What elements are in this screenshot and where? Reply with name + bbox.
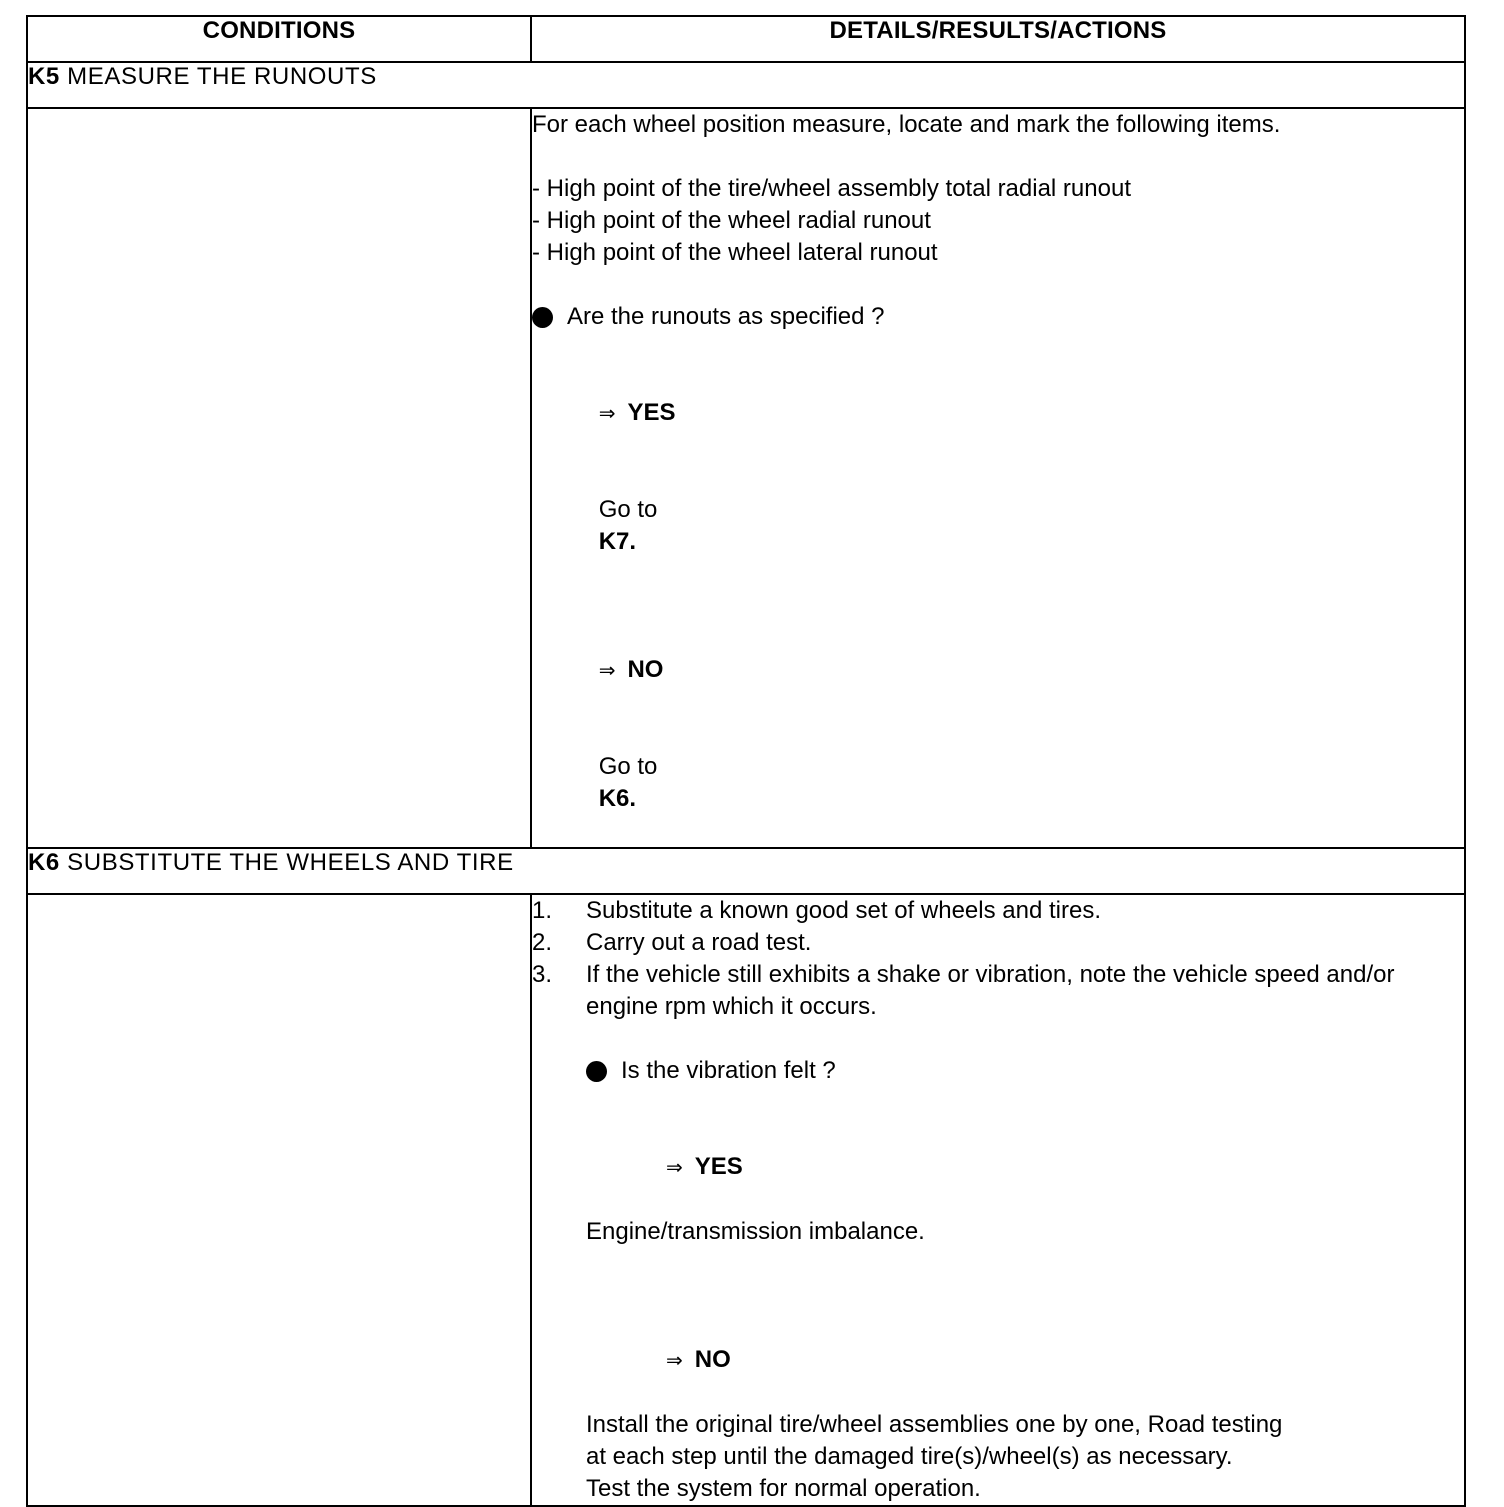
bullet-dot-icon xyxy=(586,1061,607,1082)
k6-no-label: NO xyxy=(694,1346,731,1373)
diagnostic-procedure-table xyxy=(26,15,1466,1507)
k5-yes-action-target: K7. xyxy=(598,528,637,555)
k5-no-action-prefix: Go to xyxy=(598,753,658,780)
k6-question-line xyxy=(586,1055,1464,1087)
k5-no-action xyxy=(532,719,1464,847)
k5-details-cell xyxy=(531,108,1465,848)
k6-step-text: Substitute a known good set of wheels and tires. xyxy=(586,897,1101,924)
k6-title: SUBSTITUTE THE WHEELS AND TIRE xyxy=(67,849,514,876)
k6-title-row xyxy=(27,848,1465,894)
right-arrow-icon: ⇒ xyxy=(598,403,616,425)
right-arrow-icon: ⇒ xyxy=(666,1350,683,1372)
k5-details-row xyxy=(27,108,1465,848)
k6-no-line xyxy=(586,1312,1464,1409)
k6-step-number: 1. xyxy=(532,897,553,924)
k5-title: MEASURE THE RUNOUTS xyxy=(67,63,377,90)
k6-details-cell xyxy=(531,894,1465,1506)
details-header: DETAILS/RESULTS/ACTIONS xyxy=(531,16,1465,62)
k5-intro: For each wheel position measure, locate and mark the following items. xyxy=(532,111,1281,138)
k6-step xyxy=(532,895,1464,927)
k6-steps-list xyxy=(532,895,1464,1023)
k5-yes-line xyxy=(532,365,1464,462)
k6-yes-action: Engine/transmission imbalance. xyxy=(586,1218,925,1245)
k6-conditions-cell xyxy=(27,894,531,1506)
k6-result-block xyxy=(586,1023,1464,1505)
right-arrow-icon: ⇒ xyxy=(598,660,616,682)
k5-conditions-cell xyxy=(27,108,531,848)
k5-item: - High point of the wheel lateral runout xyxy=(532,239,938,266)
k6-no-action-line: Test the system for normal operation. xyxy=(586,1475,981,1502)
k5-no-label: NO xyxy=(627,656,664,683)
k5-no-action-target: K6. xyxy=(598,785,637,812)
k5-no-line xyxy=(532,622,1464,719)
bullet-dot-icon xyxy=(532,307,553,328)
k5-yes-action-prefix: Go to xyxy=(598,496,658,523)
k6-no-action-line: Install the original tire/wheel assemblies one by one, Road testing xyxy=(586,1411,1283,1438)
k5-title-cell xyxy=(27,62,1465,108)
k6-step xyxy=(532,959,1464,1023)
k5-question-line xyxy=(532,301,1464,333)
k6-step xyxy=(532,927,1464,959)
k6-code: K6 xyxy=(28,849,60,876)
k5-question: Are the runouts as specified ? xyxy=(567,303,885,330)
k6-step-number: 3. xyxy=(532,961,553,988)
k6-yes-line xyxy=(586,1119,1464,1216)
k6-step-text: Carry out a road test. xyxy=(586,929,812,956)
k6-details-row xyxy=(27,894,1465,1506)
k6-yes-label: YES xyxy=(694,1153,743,1180)
k5-yes-action xyxy=(532,462,1464,590)
k5-code: K5 xyxy=(28,63,60,90)
k5-item: - High point of the wheel radial runout xyxy=(532,207,931,234)
k6-step-text: If the vehicle still exhibits a shake or vibration, note the vehicle speed and/or engine rpm which it occurs. xyxy=(586,961,1395,1020)
k6-title-cell xyxy=(27,848,1465,894)
k6-question: Is the vibration felt ? xyxy=(621,1057,836,1084)
k6-no-action-line: at each step until the damaged tire(s)/wheel(s) as necessary. xyxy=(586,1443,1233,1470)
conditions-header: CONDITIONS xyxy=(27,16,531,62)
k5-yes-label: YES xyxy=(627,399,676,426)
k5-item: - High point of the tire/wheel assembly total radial runout xyxy=(532,175,1131,202)
k6-step-number: 2. xyxy=(532,929,553,956)
right-arrow-icon: ⇒ xyxy=(666,1157,683,1179)
k5-title-row xyxy=(27,62,1465,108)
header-row xyxy=(27,16,1465,62)
